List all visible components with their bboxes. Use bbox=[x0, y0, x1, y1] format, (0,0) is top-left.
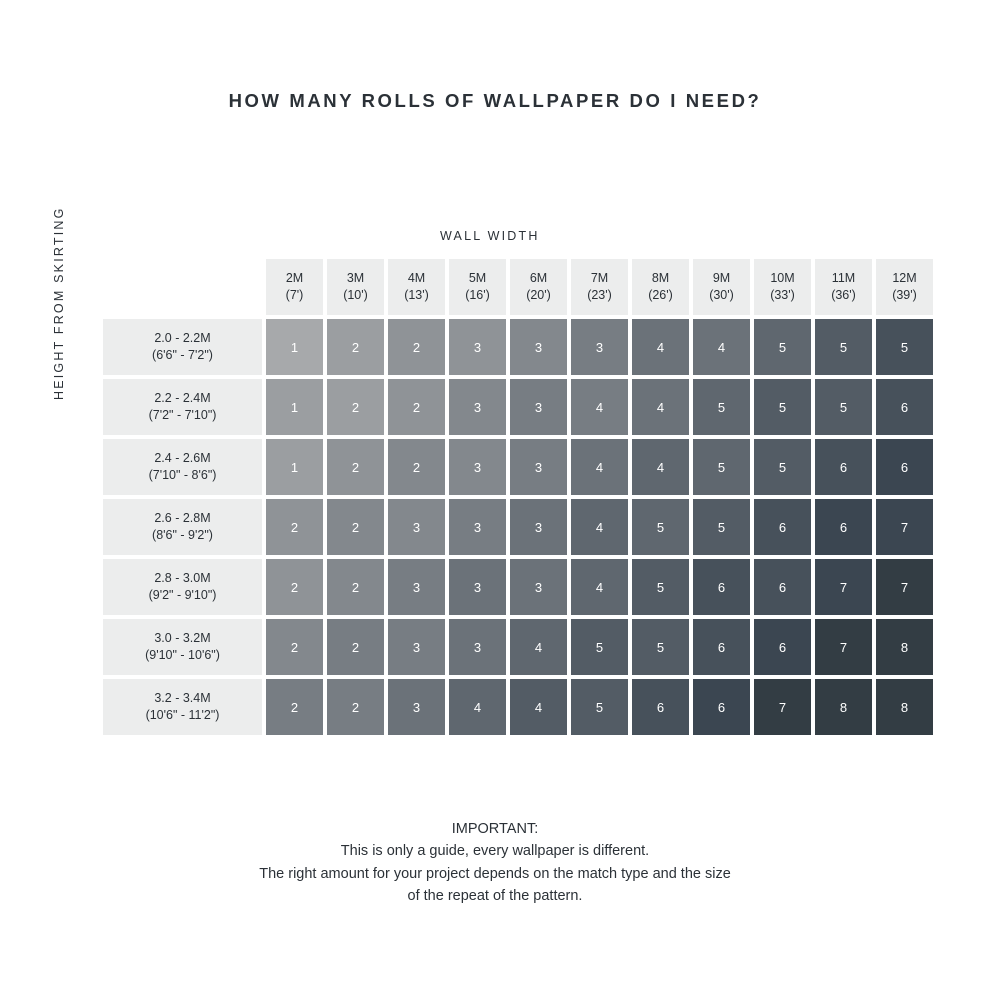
column-header-imperial: (30') bbox=[709, 288, 734, 302]
matrix-cell: 2 bbox=[327, 619, 384, 675]
column-header-metric: 8M bbox=[651, 271, 670, 286]
row-header-metric: 3.0 - 3.2M bbox=[154, 630, 211, 645]
matrix-cell: 5 bbox=[876, 319, 933, 375]
column-header-imperial: (39') bbox=[892, 288, 917, 302]
matrix-cell: 3 bbox=[510, 319, 567, 375]
column-header-metric: 9M bbox=[712, 271, 731, 286]
matrix-cell: 2 bbox=[327, 559, 384, 615]
row-header-metric: 2.6 - 2.8M bbox=[154, 510, 211, 525]
matrix-cell: 2 bbox=[327, 499, 384, 555]
row-header bbox=[103, 379, 262, 435]
matrix-cell: 3 bbox=[449, 379, 506, 435]
matrix-cell: 8 bbox=[876, 619, 933, 675]
row-header-imperial: (7'2" - 7'10") bbox=[148, 408, 217, 422]
column-header bbox=[754, 259, 811, 315]
column-header bbox=[327, 259, 384, 315]
column-header bbox=[266, 259, 323, 315]
matrix-cell: 8 bbox=[815, 679, 872, 735]
matrix-cell: 3 bbox=[449, 439, 506, 495]
table-row bbox=[103, 319, 933, 375]
matrix-cell: 3 bbox=[510, 379, 567, 435]
matrix-cell: 7 bbox=[815, 619, 872, 675]
row-header-metric: 2.2 - 2.4M bbox=[154, 390, 211, 405]
matrix-cell: 4 bbox=[632, 319, 689, 375]
column-header-imperial: (20') bbox=[526, 288, 551, 302]
footer-note bbox=[0, 818, 990, 908]
column-header-imperial: (16') bbox=[465, 288, 490, 302]
matrix-cell: 5 bbox=[632, 619, 689, 675]
matrix-cell: 4 bbox=[449, 679, 506, 735]
column-header bbox=[815, 259, 872, 315]
matrix-cell: 1 bbox=[266, 439, 323, 495]
row-header-imperial: (8'6" - 9'2") bbox=[152, 528, 213, 542]
matrix-cell: 4 bbox=[571, 559, 628, 615]
matrix-cell: 4 bbox=[510, 619, 567, 675]
matrix-cell: 7 bbox=[876, 499, 933, 555]
table-row bbox=[103, 559, 933, 615]
matrix-cell: 5 bbox=[571, 619, 628, 675]
y-axis-label: HEIGHT FROM SKIRTING bbox=[52, 206, 66, 400]
column-header-imperial: (26') bbox=[648, 288, 673, 302]
matrix-cell: 6 bbox=[815, 439, 872, 495]
roll-calculator-matrix bbox=[99, 255, 937, 739]
column-header bbox=[449, 259, 506, 315]
column-header-metric: 11M bbox=[831, 271, 856, 286]
matrix-body bbox=[103, 319, 933, 735]
column-header bbox=[693, 259, 750, 315]
matrix-cell: 5 bbox=[571, 679, 628, 735]
matrix-cell: 4 bbox=[571, 499, 628, 555]
matrix-cell: 2 bbox=[266, 499, 323, 555]
row-header-metric: 2.0 - 2.2M bbox=[154, 330, 211, 345]
column-header-metric: 2M bbox=[285, 271, 304, 286]
row-header bbox=[103, 319, 262, 375]
column-header bbox=[632, 259, 689, 315]
row-header-imperial: (10'6" - 11'2") bbox=[145, 708, 220, 722]
matrix-cell: 3 bbox=[449, 619, 506, 675]
column-header-metric: 7M bbox=[590, 271, 609, 286]
matrix-cell: 2 bbox=[388, 379, 445, 435]
matrix-cell: 6 bbox=[876, 439, 933, 495]
matrix-cell: 6 bbox=[632, 679, 689, 735]
column-header bbox=[876, 259, 933, 315]
row-header bbox=[103, 619, 262, 675]
matrix-cell: 4 bbox=[510, 679, 567, 735]
matrix-cell: 3 bbox=[449, 559, 506, 615]
row-header-imperial: (9'2" - 9'10") bbox=[148, 588, 217, 602]
x-axis-label: WALL WIDTH bbox=[440, 229, 540, 243]
matrix-cell: 2 bbox=[266, 679, 323, 735]
matrix-cell: 5 bbox=[632, 499, 689, 555]
column-header-metric: 4M bbox=[407, 271, 426, 286]
table-row bbox=[103, 499, 933, 555]
matrix-cell: 5 bbox=[754, 379, 811, 435]
matrix-cell: 7 bbox=[876, 559, 933, 615]
matrix-head bbox=[103, 259, 933, 315]
matrix-cell: 5 bbox=[754, 319, 811, 375]
matrix-corner-cell bbox=[103, 259, 262, 315]
matrix-cell: 6 bbox=[754, 619, 811, 675]
matrix-cell: 3 bbox=[388, 499, 445, 555]
footer-line-2: This is only a guide, every wallpaper is different. bbox=[340, 843, 650, 860]
matrix-cell: 6 bbox=[754, 499, 811, 555]
matrix-cell: 5 bbox=[632, 559, 689, 615]
matrix-cell: 5 bbox=[754, 439, 811, 495]
matrix-cell: 2 bbox=[266, 559, 323, 615]
matrix-table bbox=[99, 255, 937, 739]
table-row bbox=[103, 679, 933, 735]
matrix-cell: 3 bbox=[388, 619, 445, 675]
matrix-cell: 6 bbox=[754, 559, 811, 615]
matrix-cell: 1 bbox=[266, 319, 323, 375]
matrix-cell: 2 bbox=[327, 319, 384, 375]
row-header-metric: 2.8 - 3.0M bbox=[154, 570, 211, 585]
column-header-metric: 3M bbox=[346, 271, 365, 286]
matrix-cell: 3 bbox=[388, 679, 445, 735]
matrix-cell: 6 bbox=[693, 679, 750, 735]
matrix-cell: 5 bbox=[693, 439, 750, 495]
column-header-metric: 6M bbox=[529, 271, 548, 286]
row-header-imperial: (6'6" - 7'2") bbox=[152, 348, 213, 362]
matrix-cell: 5 bbox=[815, 379, 872, 435]
matrix-cell: 2 bbox=[327, 439, 384, 495]
matrix-header-row bbox=[103, 259, 933, 315]
matrix-cell: 3 bbox=[388, 559, 445, 615]
matrix-cell: 8 bbox=[876, 679, 933, 735]
column-header-imperial: (13') bbox=[404, 288, 429, 302]
matrix-cell: 4 bbox=[632, 379, 689, 435]
column-header bbox=[571, 259, 628, 315]
row-header bbox=[103, 679, 262, 735]
matrix-cell: 2 bbox=[388, 319, 445, 375]
matrix-cell: 3 bbox=[449, 319, 506, 375]
footer-line-3: The right amount for your project depends on the match type and the size bbox=[259, 865, 731, 882]
matrix-cell: 3 bbox=[510, 439, 567, 495]
matrix-cell: 7 bbox=[815, 559, 872, 615]
page-title: HOW MANY ROLLS OF WALLPAPER DO I NEED? bbox=[228, 90, 762, 111]
column-header-metric: 12M bbox=[892, 271, 917, 286]
matrix-cell: 5 bbox=[815, 319, 872, 375]
matrix-cell: 4 bbox=[571, 379, 628, 435]
column-header-imperial: (10') bbox=[343, 288, 368, 302]
matrix-cell: 3 bbox=[510, 559, 567, 615]
footer-line-4: of the repeat of the pattern. bbox=[407, 888, 583, 905]
matrix-cell: 3 bbox=[449, 499, 506, 555]
column-header-imperial: (7') bbox=[285, 288, 304, 302]
row-header bbox=[103, 559, 262, 615]
footer-line-1: IMPORTANT: bbox=[451, 821, 539, 837]
row-header bbox=[103, 439, 262, 495]
matrix-cell: 2 bbox=[388, 439, 445, 495]
matrix-cell: 4 bbox=[693, 319, 750, 375]
row-header-metric: 2.4 - 2.6M bbox=[154, 450, 211, 465]
column-header bbox=[510, 259, 567, 315]
matrix-cell: 6 bbox=[693, 619, 750, 675]
matrix-cell: 3 bbox=[510, 499, 567, 555]
matrix-cell: 7 bbox=[754, 679, 811, 735]
column-header-metric: 5M bbox=[468, 271, 487, 286]
matrix-cell: 5 bbox=[693, 379, 750, 435]
column-header bbox=[388, 259, 445, 315]
table-row bbox=[103, 379, 933, 435]
matrix-cell: 4 bbox=[632, 439, 689, 495]
column-header-imperial: (33') bbox=[770, 288, 795, 302]
matrix-cell: 1 bbox=[266, 379, 323, 435]
matrix-cell: 4 bbox=[571, 439, 628, 495]
column-header-imperial: (23') bbox=[587, 288, 612, 302]
matrix-cell: 6 bbox=[815, 499, 872, 555]
column-header-metric: 10M bbox=[770, 271, 795, 286]
row-header-imperial: (9'10" - 10'6") bbox=[145, 648, 220, 662]
matrix-cell: 5 bbox=[693, 499, 750, 555]
table-row bbox=[103, 619, 933, 675]
matrix-cell: 6 bbox=[693, 559, 750, 615]
matrix-cell: 2 bbox=[266, 619, 323, 675]
matrix-cell: 6 bbox=[876, 379, 933, 435]
matrix-cell: 2 bbox=[327, 679, 384, 735]
column-header-imperial: (36') bbox=[831, 288, 856, 302]
row-header-metric: 3.2 - 3.4M bbox=[154, 690, 211, 705]
row-header-imperial: (7'10" - 8'6") bbox=[148, 468, 217, 482]
matrix-cell: 2 bbox=[327, 379, 384, 435]
table-row bbox=[103, 439, 933, 495]
row-header bbox=[103, 499, 262, 555]
matrix-cell: 3 bbox=[571, 319, 628, 375]
